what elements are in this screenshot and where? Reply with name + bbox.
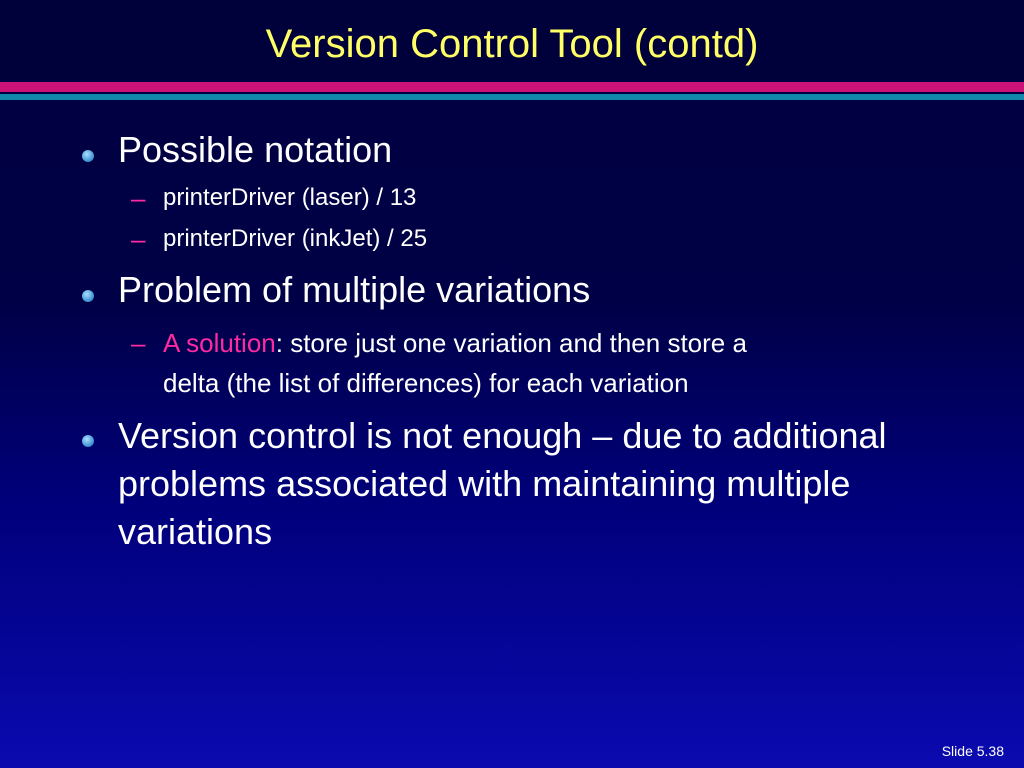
- title-rule-teal: [0, 94, 1024, 100]
- solution-highlight: A solution: [163, 328, 276, 358]
- bullet-multiple-variations: Problem of multiple variations: [118, 269, 591, 310]
- sub-item-solution-continued: delta (the list of differences) for each variation: [163, 368, 689, 398]
- sub-item-solution: [163, 323, 747, 363]
- sub-item-laser: printerDriver (laser) / 13: [163, 184, 417, 211]
- bullet-possible-notation: Possible notation: [118, 129, 393, 170]
- bullet-version-control-line3: variations: [118, 511, 273, 552]
- slide-title: Version Control Tool (contd): [265, 22, 759, 66]
- bullet-version-control-line2: problems associated with maintaining multiple: [118, 463, 851, 504]
- bullet-dot-icon: [82, 290, 94, 302]
- solution-text: : store just one variation and then store a: [275, 328, 747, 358]
- title-rule-magenta: [0, 82, 1024, 92]
- slide-number: Slide 5.38: [941, 743, 1004, 759]
- bullet-dot-icon: [82, 150, 94, 162]
- bullet-dot-icon: [82, 435, 94, 447]
- sub-bullet-dash: –: [131, 328, 146, 358]
- bullet-version-control-line1: Version control is not enough – due to additional: [118, 415, 887, 456]
- sub-bullet-dash: –: [131, 183, 146, 213]
- sub-item-inkjet: printerDriver (inkJet) / 25: [163, 225, 428, 252]
- sub-bullet-dash: –: [131, 224, 146, 254]
